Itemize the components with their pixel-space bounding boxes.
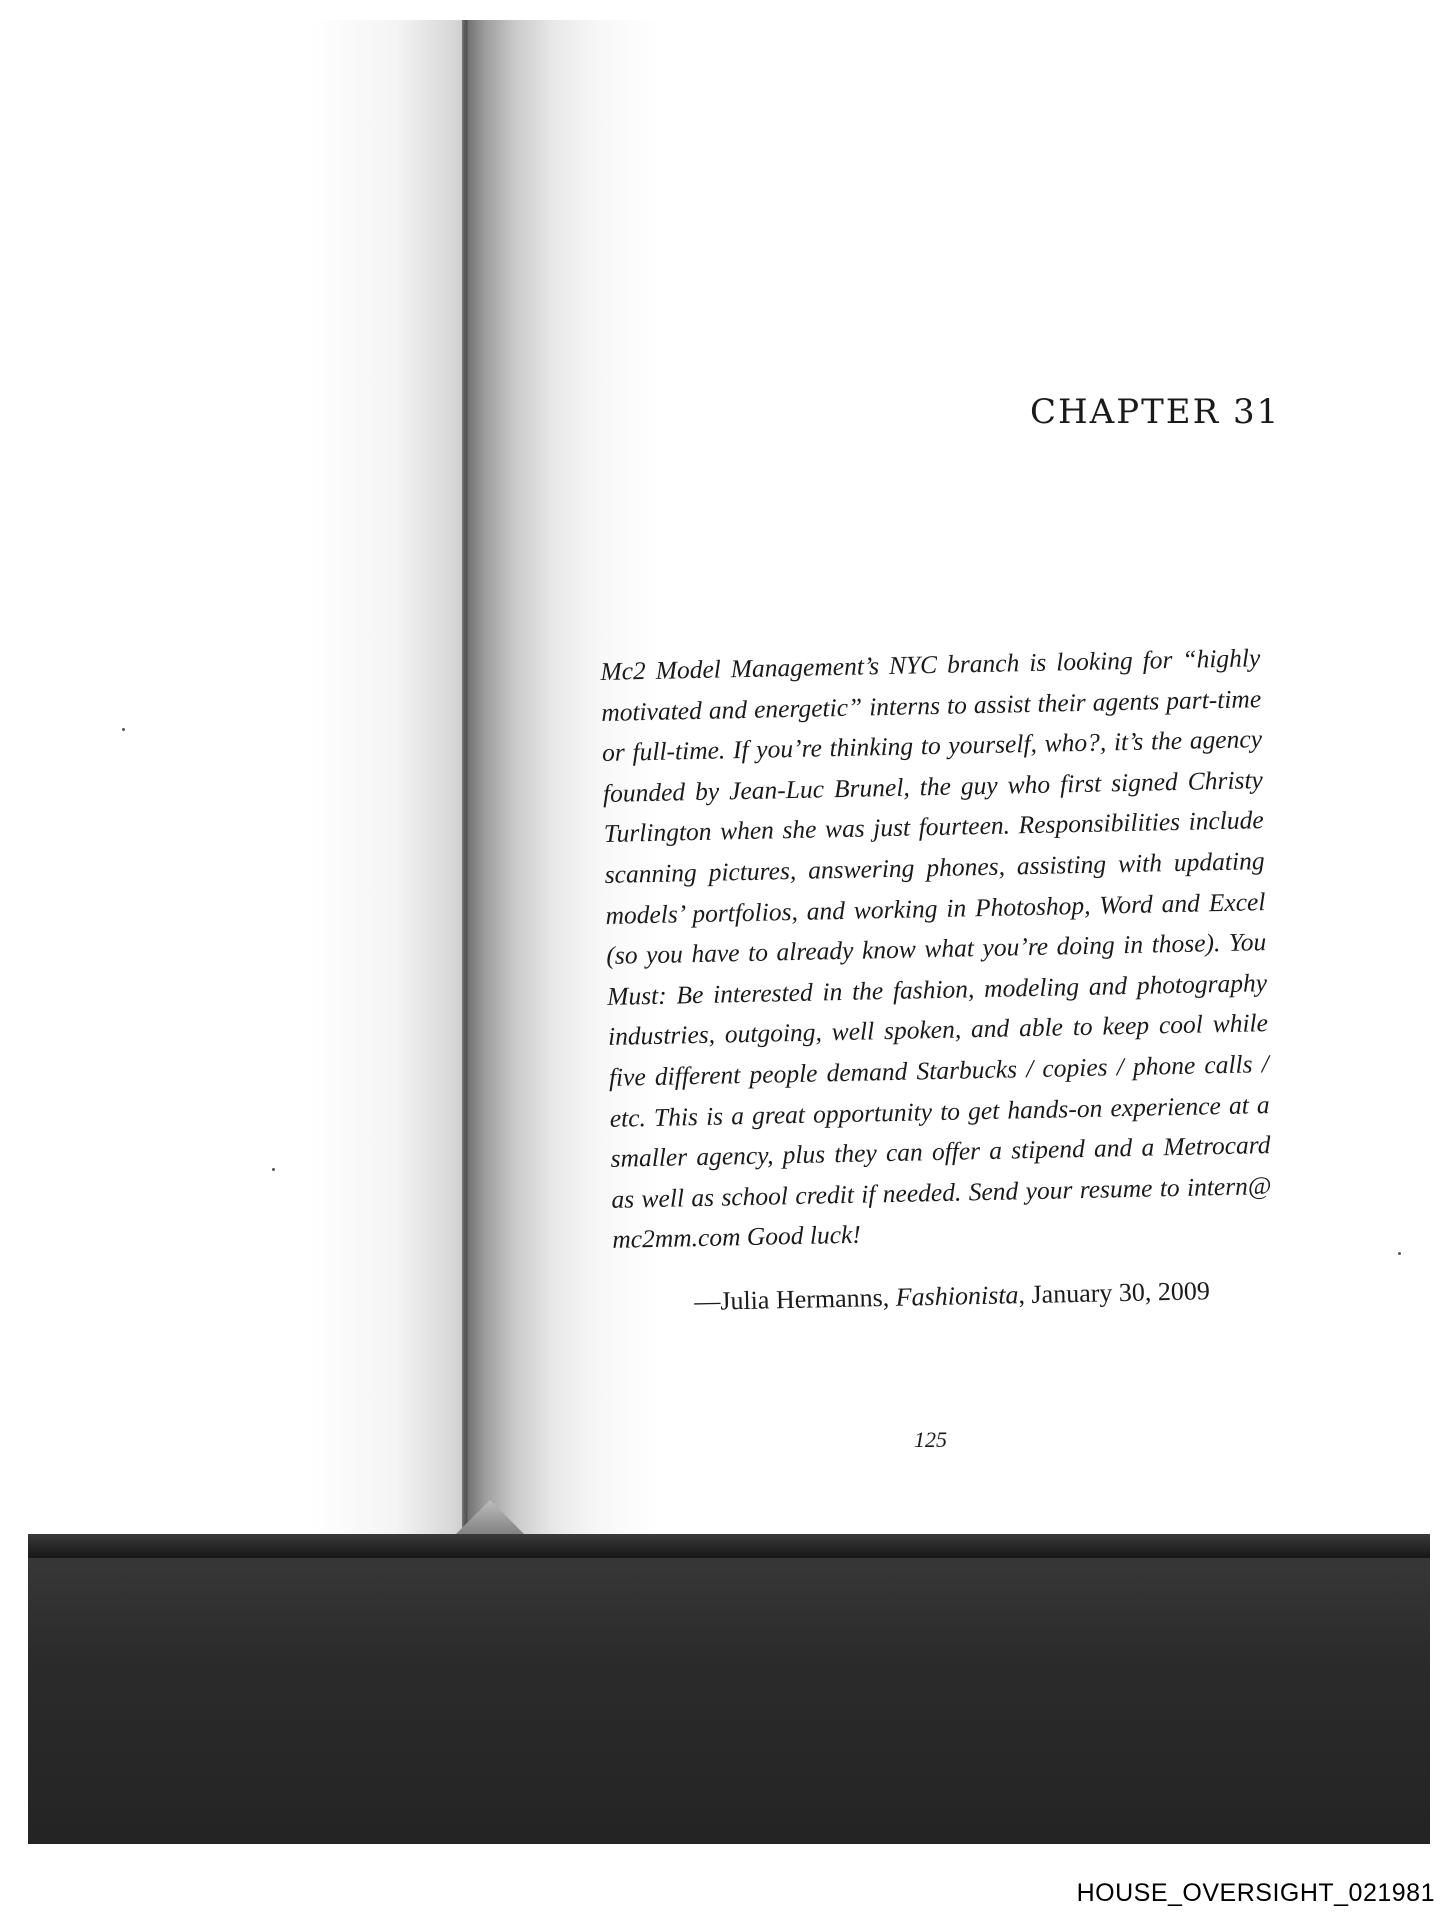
attribution-author: —Julia Hermanns, — [694, 1282, 897, 1316]
left-page — [30, 20, 500, 1560]
scanner-dark-band-edge — [28, 1534, 1430, 1558]
page-number: 125 — [914, 1427, 947, 1452]
epigraph-text: Mc2 Model Management’s NYC branch is looking for “highly motivated and energetic” interns to assist their agents part-time or full-time. If you’re thinking to yourself, who?, it’s the agency founded by Jean-Luc Brunel, the guy who first signed Christy Turlington when she was just fourteen. Responsibilities include scanning pictures, answering phones, assisting with updating models’ portfolios, and working in Photoshop, Word and Excel (so you have to already know what you’re doing in those). You Must: Be interested in the fashion, modeling and photography industries, outgoing, well spoken, and able to keep cool while five different people demand Starbucks / copies / phone calls / etc. This is a great opportunity to get hands-on experience at a smaller agency, plus they can offer a stipend and a Metrocard as well as school credit if needed. Send your resume to intern@ mc2mm.com Good luck! — [600, 643, 1272, 1255]
bates-number: HOUSE_OVERSIGHT_021981 — [1076, 1879, 1435, 1907]
scanner-dark-band — [28, 1534, 1430, 1844]
attribution-publication: Fashionista — [895, 1280, 1019, 1312]
scan-speck — [1398, 1252, 1401, 1255]
attribution-date: , January 30, 2009 — [1018, 1276, 1211, 1310]
book-gutter — [462, 20, 468, 1540]
chapter-title: CHAPTER 31 — [1030, 392, 1281, 432]
scan-speck — [272, 1168, 275, 1171]
scan-speck — [122, 728, 125, 731]
